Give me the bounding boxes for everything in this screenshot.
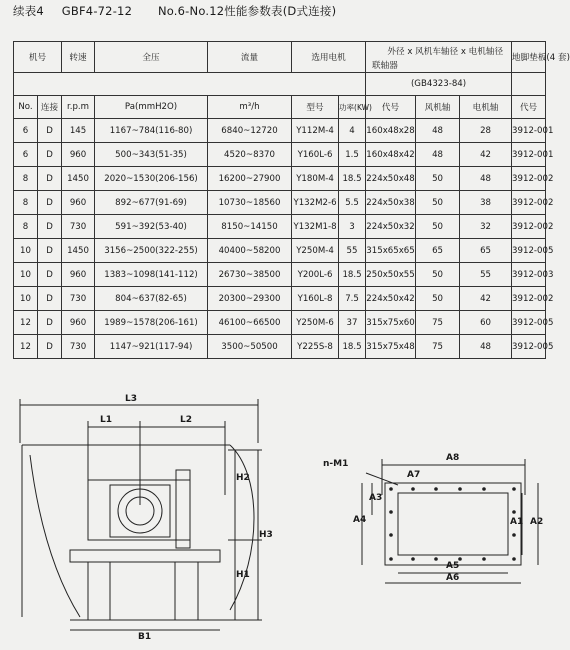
table-cell: 10	[14, 239, 38, 263]
table-cell: D	[38, 167, 62, 191]
table-cell: 38	[460, 191, 512, 215]
table-cell: 3912-005	[512, 239, 546, 263]
table-cell: 315x65x65	[366, 239, 416, 263]
table-cell: 224x50x38	[366, 191, 416, 215]
title-model: GBF4-72-12	[61, 4, 133, 18]
header-row-2	[14, 73, 546, 96]
dim-A4: A4	[353, 515, 367, 525]
table-cell: Y160L-6	[292, 143, 339, 167]
table-row	[14, 239, 546, 263]
table-cell: Y160L-8	[292, 287, 339, 311]
table-cell: 3912-002	[512, 191, 546, 215]
table-cell: 4	[339, 119, 366, 143]
table-cell: 5.5	[339, 191, 366, 215]
table-cell: 18.5	[339, 335, 366, 359]
header-m3h: m³/h	[208, 96, 292, 119]
table-cell: 3	[339, 215, 366, 239]
table-cell: 1383~1098(141-112)	[95, 263, 208, 287]
table-cell: 6	[14, 143, 38, 167]
table-cell: 804~637(82-65)	[95, 287, 208, 311]
table-cell: 160x48x42	[366, 143, 416, 167]
table-cell: 3912-002	[512, 167, 546, 191]
table-cell: Y225S-8	[292, 335, 339, 359]
header-pressure: 全压	[95, 42, 208, 73]
dim-H1: H1	[236, 570, 250, 580]
table-row	[14, 287, 546, 311]
header-flow: 流量	[208, 42, 292, 73]
table-cell: D	[38, 263, 62, 287]
table-cell: 32	[460, 215, 512, 239]
dim-A5: A5	[446, 561, 460, 571]
header-power: 功率(KW)	[339, 96, 366, 119]
table-cell: 3912-005	[512, 311, 546, 335]
table-cell: 10730~18560	[208, 191, 292, 215]
table-cell: 3912-005	[512, 335, 546, 359]
table-cell: Y132M2-6	[292, 191, 339, 215]
dimension-drawings	[0, 385, 554, 650]
table-cell: 500~343(51-35)	[95, 143, 208, 167]
dim-A8: A8	[446, 453, 460, 463]
table-cell: 46100~66500	[208, 311, 292, 335]
header-coupling-label: 联轴器	[372, 61, 398, 71]
table-cell: 160x48x28	[366, 119, 416, 143]
table-cell: D	[38, 335, 62, 359]
table-cell: 48	[460, 335, 512, 359]
table-cell: 40400~58200	[208, 239, 292, 263]
dim-H3: H3	[259, 530, 273, 540]
page-title	[13, 3, 350, 19]
table-cell: 3912-003	[512, 263, 546, 287]
table-cell: 315x75x48	[366, 335, 416, 359]
header-coupling-dims: 外径 x 风机车轴径 x 电机轴径	[387, 47, 504, 57]
table-row	[14, 311, 546, 335]
table-cell: D	[38, 239, 62, 263]
table-cell: 42	[460, 287, 512, 311]
table-cell: Y250M-6	[292, 311, 339, 335]
table-cell: 10	[14, 263, 38, 287]
table-cell: 1450	[62, 239, 95, 263]
table-cell: Y112M-4	[292, 119, 339, 143]
header-speed: 转速	[62, 42, 95, 73]
table-cell: 20300~29300	[208, 287, 292, 311]
table-cell: 18.5	[339, 167, 366, 191]
header-pad: 地脚垫板(4 套)	[512, 42, 546, 73]
header-rpm: r.p.m	[62, 96, 95, 119]
table-cell: 37	[339, 311, 366, 335]
table-cell: 10	[14, 287, 38, 311]
header-code: 代号	[366, 96, 416, 119]
table-cell: 960	[62, 311, 95, 335]
table-cell: 6840~12720	[208, 119, 292, 143]
dim-L3: L3	[125, 394, 137, 404]
table-cell: 8	[14, 191, 38, 215]
table-cell: Y200L-6	[292, 263, 339, 287]
dim-A6: A6	[446, 573, 460, 583]
flange-holes	[389, 487, 516, 561]
table-cell: D	[38, 311, 62, 335]
table-cell: 48	[416, 119, 460, 143]
table-cell: D	[38, 143, 62, 167]
title-prefix: 续表4	[13, 4, 44, 18]
table-cell: 8	[14, 167, 38, 191]
table-cell: 16200~27900	[208, 167, 292, 191]
dim-n-M1: n-M1	[323, 459, 349, 469]
table-cell: 224x50x42	[366, 287, 416, 311]
header-pa: Pa(mmH2O)	[95, 96, 208, 119]
table-cell: 65	[416, 239, 460, 263]
table-cell: 1.5	[339, 143, 366, 167]
table-cell: 2020~1530(206-156)	[95, 167, 208, 191]
header-motor: 选用电机	[292, 42, 366, 73]
table-cell: 145	[62, 119, 95, 143]
table-row	[14, 167, 546, 191]
table-cell: 50	[416, 191, 460, 215]
table-cell: 42	[460, 143, 512, 167]
header-no: No.	[14, 96, 38, 119]
table-cell: 1989~1578(206-161)	[95, 311, 208, 335]
header-coupling-standard: (GB4323-84)	[366, 73, 512, 96]
table-cell: D	[38, 119, 62, 143]
table-cell: 50	[416, 263, 460, 287]
table-cell: 18.5	[339, 263, 366, 287]
table-row	[14, 263, 546, 287]
table-cell: 55	[339, 239, 366, 263]
header-coupling	[366, 42, 512, 73]
table-cell: 730	[62, 287, 95, 311]
header-conn: 连接	[38, 96, 62, 119]
table-cell: 12	[14, 311, 38, 335]
dim-H2: H2	[236, 473, 250, 483]
header-row-3	[14, 96, 546, 119]
dim-A1: A1	[510, 517, 524, 527]
table-cell: 60	[460, 311, 512, 335]
table-cell: Y180M-4	[292, 167, 339, 191]
table-cell: 48	[416, 143, 460, 167]
dim-A2: A2	[530, 517, 544, 527]
table-cell: 75	[416, 335, 460, 359]
table-row	[14, 191, 546, 215]
table-cell: 250x50x55	[366, 263, 416, 287]
table-cell: 224x50x48	[366, 167, 416, 191]
table-cell: 3500~50500	[208, 335, 292, 359]
table-cell: 48	[460, 167, 512, 191]
header-type: 型号	[292, 96, 339, 119]
table-cell: 1147~921(117-94)	[95, 335, 208, 359]
dim-A7: A7	[407, 470, 421, 480]
fan-drawing	[0, 385, 554, 650]
table-cell: 55	[460, 263, 512, 287]
table-cell: 3912-001	[512, 143, 546, 167]
header-model-no: 机号	[14, 42, 62, 73]
table-row	[14, 119, 546, 143]
table-cell: 65	[460, 239, 512, 263]
performance-table	[13, 41, 570, 359]
table-cell: 1450	[62, 167, 95, 191]
table-cell: 50	[416, 215, 460, 239]
table-cell: 315x75x60	[366, 311, 416, 335]
table-cell: D	[38, 287, 62, 311]
dim-L2: L2	[180, 415, 192, 425]
table-row	[14, 143, 546, 167]
table-cell: 8	[14, 215, 38, 239]
table-cell: 4520~8370	[208, 143, 292, 167]
table-cell: 224x50x32	[366, 215, 416, 239]
table-cell: 75	[416, 311, 460, 335]
table-cell: 730	[62, 215, 95, 239]
table-cell: 12	[14, 335, 38, 359]
title-caption: No.6-No.12性能参数表(D式连接)	[157, 4, 337, 18]
table-cell: 960	[62, 263, 95, 287]
table-cell: 8150~14150	[208, 215, 292, 239]
table-cell: 26730~38500	[208, 263, 292, 287]
table-cell: Y132M1-8	[292, 215, 339, 239]
table-row	[14, 335, 546, 359]
table-cell: 892~677(91-69)	[95, 191, 208, 215]
table-cell: 591~392(53-40)	[95, 215, 208, 239]
table-cell: 3912-002	[512, 287, 546, 311]
header-motor-shaft: 电机轴	[460, 96, 512, 119]
table-cell: 960	[62, 143, 95, 167]
table-cell: 960	[62, 191, 95, 215]
table-cell: 28	[460, 119, 512, 143]
dim-A3: A3	[369, 493, 383, 503]
table-cell: 50	[416, 167, 460, 191]
table-cell: 7.5	[339, 287, 366, 311]
header-row-1	[14, 42, 546, 73]
header-fan-shaft: 风机轴	[416, 96, 460, 119]
table-row	[14, 215, 546, 239]
table-cell: D	[38, 191, 62, 215]
table-cell: 3912-002	[512, 215, 546, 239]
table-cell: 6	[14, 119, 38, 143]
dim-B1: B1	[138, 632, 152, 642]
table-cell: 730	[62, 335, 95, 359]
header-pad-code: 代号	[512, 96, 546, 119]
table-cell: D	[38, 215, 62, 239]
table-cell: 3156~2500(322-255)	[95, 239, 208, 263]
table-cell: 1167~784(116-80)	[95, 119, 208, 143]
table-cell: 50	[416, 287, 460, 311]
dim-L1: L1	[100, 415, 112, 425]
table-cell: Y250M-4	[292, 239, 339, 263]
table-cell: 3912-001	[512, 119, 546, 143]
